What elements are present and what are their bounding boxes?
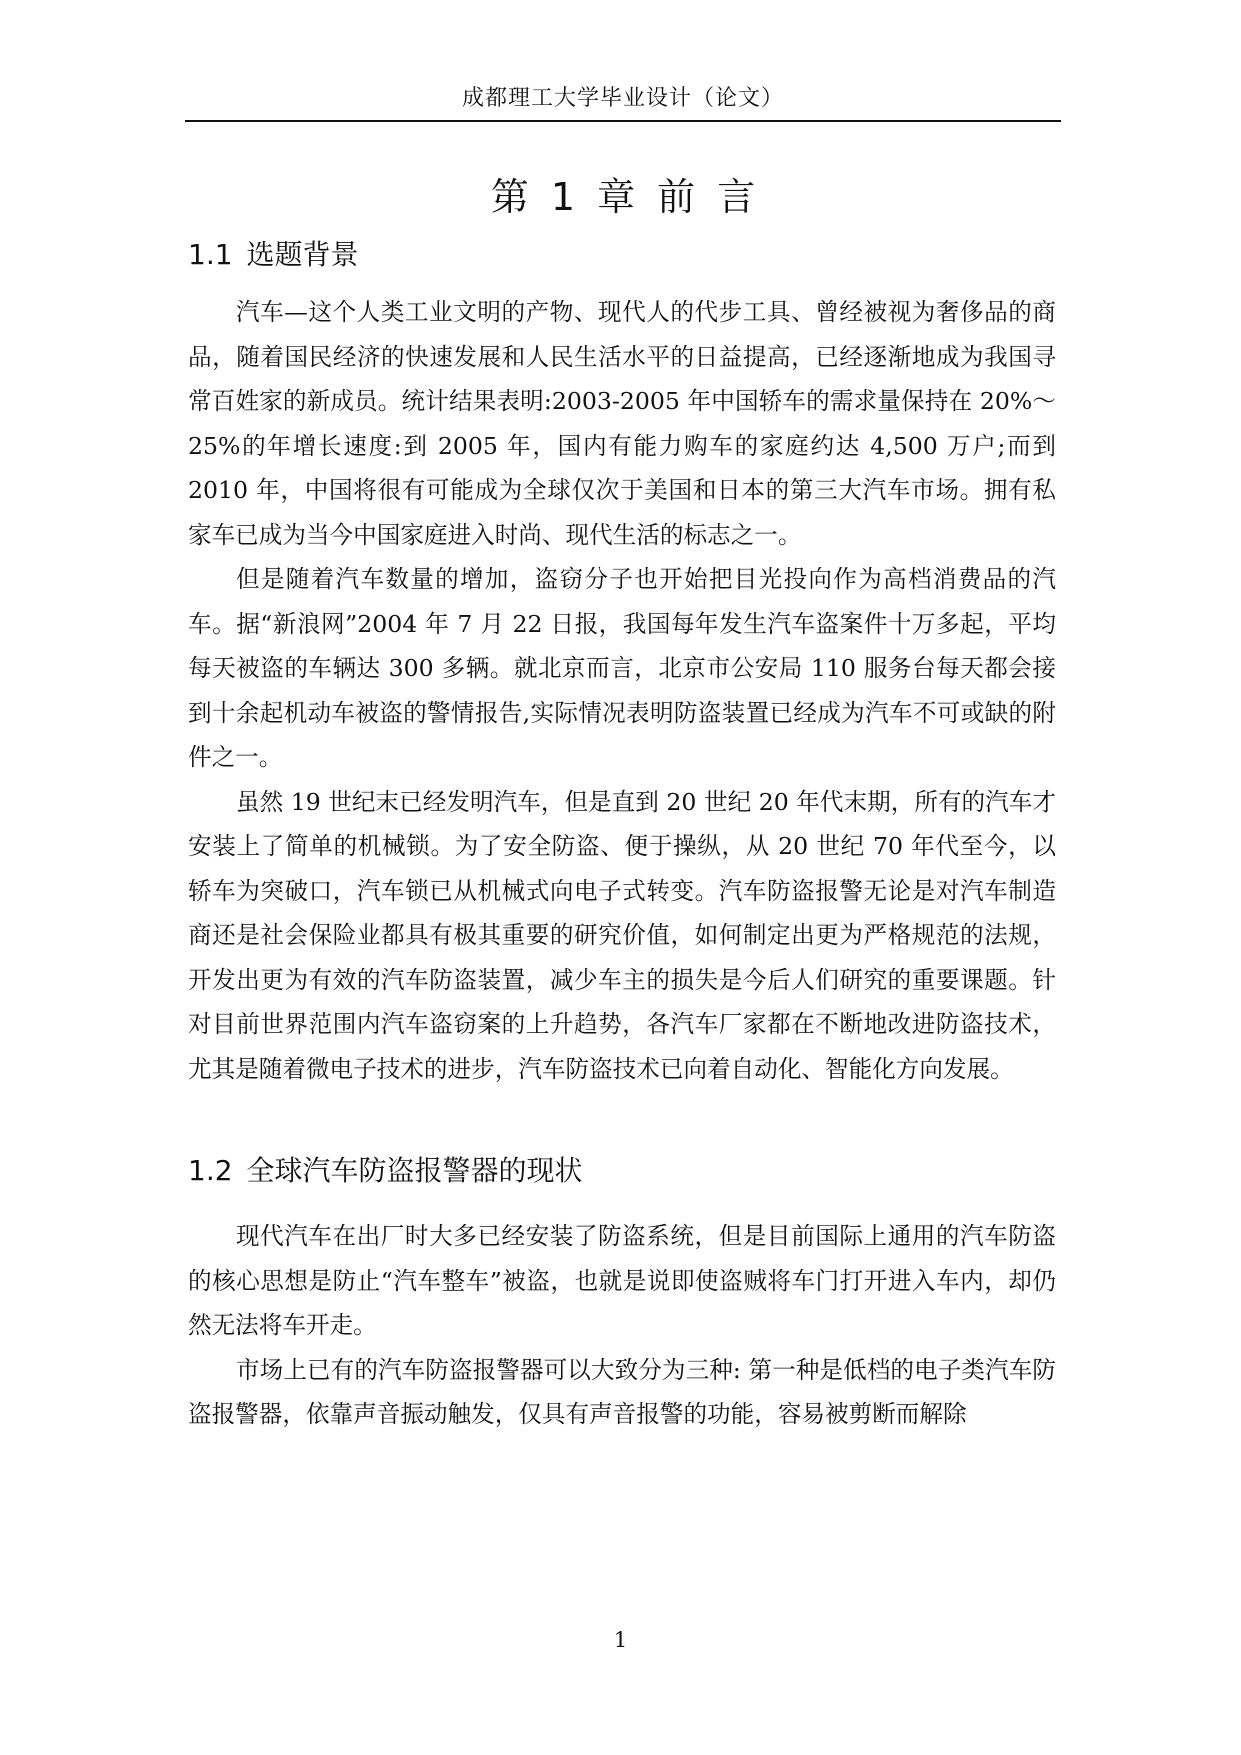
- paragraph: 汽车—这个人类工业文明的产物、现代人的代步工具、曾经被视为奢侈品的商品，随着国民经济的快速发展和人民生活水平的日益提高，已经逐渐地成为我国寻常百姓家的新成员。统计结果表明:2003-2005 年中国轿车的需求量保持在 20%～25%的年增长速度:到 2005 年，国内有能力购车的家庭约达 4,500 万户;而到 2010 年，中国将很有可能成为全球仅次于美国和日本的第三大汽车市场。拥有私家车已成为当今中国家庭进入时尚、现代生活的标志之一。: [188, 298, 1056, 549]
- section-title: 选题背景: [246, 238, 359, 271]
- page-number: 1: [613, 1628, 628, 1652]
- section-1-1-body: [188, 290, 1056, 1091]
- section-heading-1-1: [188, 237, 359, 273]
- section-number: 1.1: [188, 238, 233, 271]
- section-heading-1-2: [188, 1153, 583, 1189]
- section-number: 1.2: [188, 1154, 233, 1187]
- header-rule: [185, 120, 1061, 122]
- section-1-2-body: [188, 1214, 1056, 1437]
- chapter-title: 第 1 章 前 言: [490, 175, 756, 219]
- running-header: 成都理工大学毕业设计（论文）: [461, 86, 784, 111]
- paragraph: 市场上已有的汽车防盗报警器可以大致分为三种: 第一种是低档的电子类汽车防盗报警器，依靠声音振动触发，仅具有声音报警的功能，容易被剪断而解除: [188, 1355, 1056, 1428]
- paragraph: 但是随着汽车数量的增加，盗窃分子也开始把目光投向作为高档消费品的汽车。据“新浪网”2004 年 7 月 22 日报，我国每年发生汽车盗案件十万多起，平均每天被盗的车辆达 300 多辆。就北京而言，北京市公安局 110 服务台每天都会接到十余起机动车被盗的警情报告,实际情况表明防盗装置已经成为汽车不可或缺的附件之一。: [188, 565, 1056, 771]
- paragraph: 虽然 19 世纪末已经发明汽车，但是直到 20 世纪 20 年代末期，所有的汽车才安装上了简单的机械锁。为了安全防盗、便于操纵，从 20 世纪 70 年代至今，以轿车为突破口，汽车锁已从机械式向电子式转变。汽车防盗报警无论是对汽车制造商还是社会保险业都具有极其重要的研究价值，如何制定出更为严格规范的法规，开发出更为有效的汽车防盗装置，减少车主的损失是今后人们研究的重要课题。针对目前世界范围内汽车盗窃案的上升趋势，各汽车厂家都在不断地改进防盗技术，尤其是随着微电子技术的进步，汽车防盗技术已向着自动化、智能化方向发展。: [188, 787, 1056, 1083]
- paragraph: 现代汽车在出厂时大多已经安装了防盗系统，但是目前国际上通用的汽车防盗的核心思想是防止“汽车整车”被盗，也就是说即使盗贼将车门打开进入车内，却仍然无法将车开走。: [188, 1222, 1056, 1339]
- section-title: 全球汽车防盗报警器的现状: [246, 1154, 583, 1187]
